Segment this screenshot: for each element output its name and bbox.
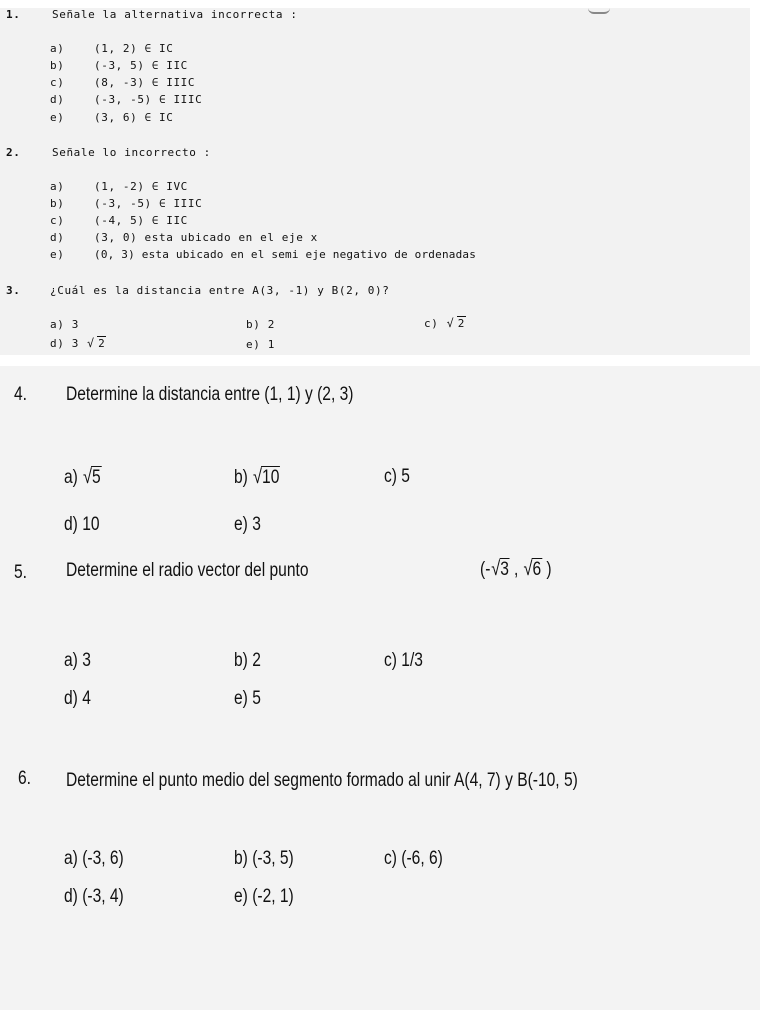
q5-option-b-text: 2 [252, 650, 261, 671]
q2-option-e-text: (0, 3) esta ubicado en el semi eje negativo de ordenadas [94, 248, 477, 261]
sqrt-symbol [448, 316, 466, 330]
q1-option-c-letter: c) [50, 76, 65, 89]
q6-option-a-letter: a) [64, 848, 78, 869]
q3-option-d-letter: d) [50, 337, 65, 350]
q2-option-c-letter: c) [50, 214, 65, 227]
q3-option-d-text: 3 [71, 337, 79, 350]
q5-option-e-text: 5 [252, 688, 261, 709]
q5-point-close: ) [546, 559, 552, 580]
q5-point-separator: , [514, 559, 519, 580]
q5-point-radicand-2: 6 [532, 559, 542, 580]
q6-option-d-letter: d) [64, 886, 78, 907]
q3-option-b [246, 318, 275, 331]
q1-option-d-text: (-3, -5) ∈ IIIC [94, 93, 203, 106]
q1-option-d-letter: d) [50, 93, 65, 106]
q6-option-d-text: (-3, 4) [82, 886, 124, 907]
q1-option-e-letter: e) [50, 111, 65, 124]
q6-option-a [64, 848, 124, 870]
q4-option-b [234, 466, 280, 489]
q3-option-e [246, 338, 275, 351]
q1-option-a-letter: a) [50, 42, 65, 55]
q4-option-a-letter: a) [64, 467, 78, 488]
q1-number: 1. [6, 8, 21, 21]
q5-option-d [64, 688, 91, 710]
q6-option-c-text: (-6, 6) [401, 848, 443, 869]
q5-option-e [234, 688, 261, 710]
q5-point [480, 558, 552, 581]
sqrt-symbol [524, 558, 542, 581]
q6-option-e [234, 886, 294, 908]
q6-option-d [64, 886, 124, 908]
q4-option-d [64, 514, 100, 536]
q5-option-a-letter: a) [64, 650, 78, 671]
q3-option-e-text: 1 [267, 338, 275, 351]
q3-option-b-text: 2 [267, 318, 275, 331]
q4-option-e [234, 514, 261, 536]
q6-stem: Determine el punto medio del segmento formado al unir A(4, 7) y B(-10, 5) [66, 770, 578, 791]
q2-option-b-letter: b) [50, 197, 65, 210]
q5-option-d-text: 4 [82, 688, 91, 709]
q4-option-d-text: 10 [82, 514, 100, 535]
q3-option-d [50, 336, 106, 350]
q5-number: 5. [14, 562, 28, 583]
q4-option-a-radicand: 5 [92, 467, 101, 488]
q3-option-d-radicand: 2 [98, 337, 106, 350]
sqrt-symbol [254, 466, 280, 489]
q3-stem: ¿Cuál es la distancia entre A(3, -1) y B(2, 0)? [50, 284, 390, 297]
q4-number: 4. [14, 384, 28, 405]
q5-option-c [384, 650, 423, 672]
scanned-questions-1-3 [0, 8, 750, 355]
q4-option-a [64, 466, 102, 489]
q2-option-a-letter: a) [50, 180, 65, 193]
q6-number: 6. [18, 768, 32, 789]
scan-mark [588, 8, 610, 14]
questions-4-6 [0, 366, 760, 1010]
q3-option-a [50, 318, 79, 331]
q5-option-b-letter: b) [234, 650, 248, 671]
q1-option-a-text: (1, 2) ∈ IC [94, 42, 174, 55]
q2-option-d-letter: d) [50, 231, 65, 244]
q4-option-c [384, 466, 410, 488]
q5-option-a [64, 650, 91, 672]
q5-stem: Determine el radio vector del punto [66, 560, 309, 581]
q6-option-b [234, 848, 294, 870]
q6-option-c [384, 848, 443, 870]
q5-option-c-letter: c) [384, 650, 397, 671]
q3-option-a-letter: a) [50, 318, 65, 331]
sqrt-symbol [84, 466, 102, 489]
q1-stem: Señale la alternativa incorrecta : [52, 8, 298, 21]
q4-stem: Determine la distancia entre (1, 1) y (2, 3) [66, 384, 354, 405]
q5-option-b [234, 650, 261, 672]
q5-point-radicand-1: 3 [500, 559, 509, 580]
q6-option-b-text: (-3, 5) [252, 848, 294, 869]
q3-option-c-radicand: 2 [457, 317, 465, 330]
q2-option-c-text: (-4, 5) ∈ IIC [94, 214, 188, 227]
q4-option-c-letter: c) [384, 466, 397, 487]
q5-option-d-letter: d) [64, 688, 78, 709]
q6-option-c-letter: c) [384, 848, 397, 869]
q4-option-b-letter: b) [234, 467, 248, 488]
q3-option-c [424, 316, 466, 330]
sqrt-symbol [88, 336, 106, 350]
q5-option-a-text: 3 [82, 650, 91, 671]
q3-number: 3. [6, 284, 21, 297]
q6-option-e-letter: e) [234, 886, 248, 907]
q2-option-a-text: (1, -2) ∈ IVC [94, 180, 188, 193]
q3-option-c-letter: c) [424, 317, 439, 330]
q5-option-e-letter: e) [234, 688, 248, 709]
q3-option-b-letter: b) [246, 318, 261, 331]
q4-option-b-radicand: 10 [262, 467, 280, 488]
q2-option-e-letter: e) [50, 248, 65, 261]
q2-option-d-text: (3, 0) esta ubicado en el eje x [94, 231, 318, 244]
q4-option-c-text: 5 [401, 466, 410, 487]
q3-option-e-letter: e) [246, 338, 261, 351]
q4-option-e-letter: e) [234, 514, 248, 535]
q1-option-e-text: (3, 6) ∈ IC [94, 111, 174, 124]
q6-option-a-text: (-3, 6) [82, 848, 124, 869]
q3-option-a-text: 3 [71, 318, 79, 331]
q4-option-e-text: 3 [252, 514, 261, 535]
q6-option-e-text: (-2, 1) [252, 886, 294, 907]
q6-option-b-letter: b) [234, 848, 248, 869]
sqrt-symbol [492, 558, 510, 581]
q2-number: 2. [6, 146, 21, 159]
q2-stem: Señale lo incorrecto : [52, 146, 211, 159]
q1-option-b-letter: b) [50, 59, 65, 72]
q4-option-d-letter: d) [64, 514, 78, 535]
q5-point-open: (- [480, 559, 491, 580]
q1-option-b-text: (-3, 5) ∈ IIC [94, 59, 188, 72]
q1-option-c-text: (8, -3) ∈ IIIC [94, 76, 196, 89]
q2-option-b-text: (-3, -5) ∈ IIIC [94, 197, 203, 210]
q5-option-c-text: 1/3 [401, 650, 423, 671]
